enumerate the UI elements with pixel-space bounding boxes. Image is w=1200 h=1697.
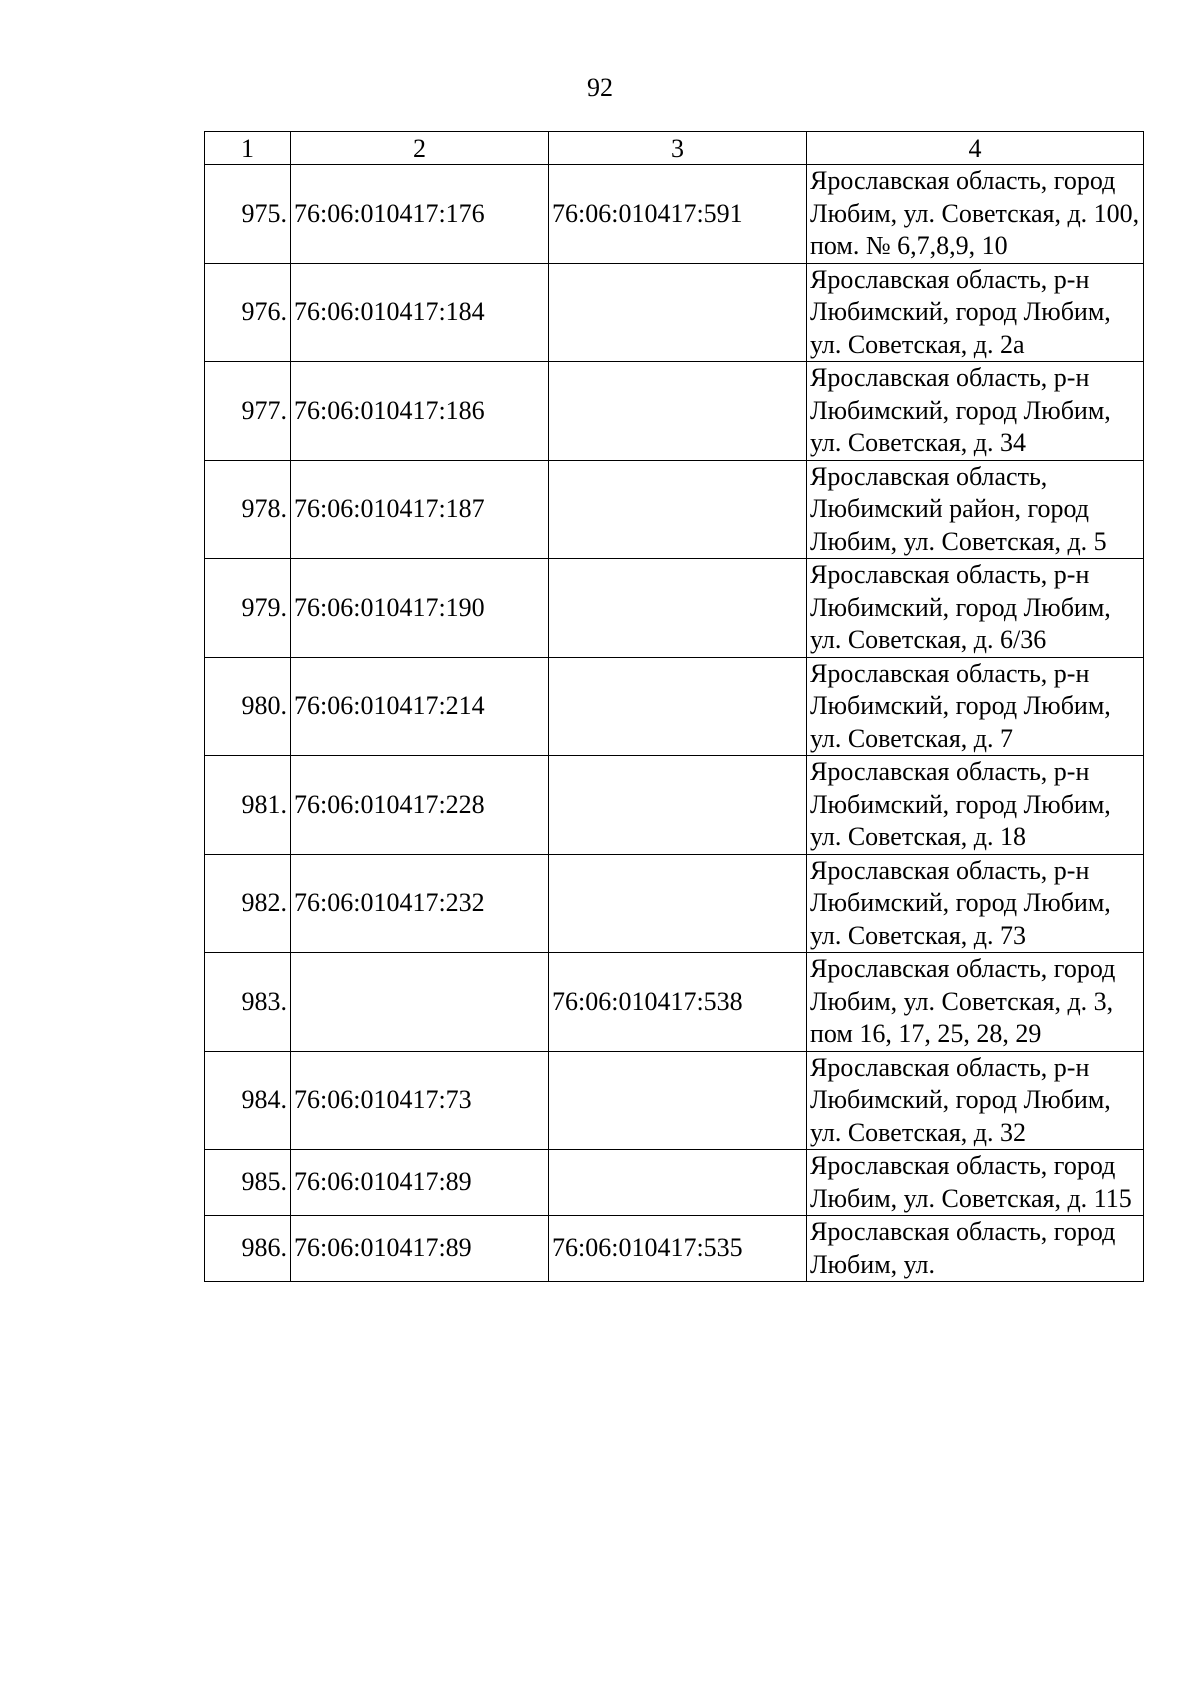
- table-row: [205, 657, 1144, 756]
- row-number-cell: 986.: [205, 1216, 291, 1282]
- table-row: [205, 854, 1144, 953]
- row-number-cell: 983.: [205, 953, 291, 1052]
- cadastral-number-cell: 76:06:010417:184: [291, 263, 549, 362]
- cadastral-table: [204, 131, 1144, 1282]
- table-row: [205, 1051, 1144, 1150]
- table-row: [205, 953, 1144, 1052]
- cadastral-number-cell: 76:06:010417:89: [291, 1216, 549, 1282]
- row-number-cell: 981.: [205, 756, 291, 855]
- row-number-cell: 984.: [205, 1051, 291, 1150]
- parent-cadastral-number-cell: [549, 756, 807, 855]
- table-row: [205, 460, 1144, 559]
- parent-cadastral-number-cell: 76:06:010417:535: [549, 1216, 807, 1282]
- row-number-cell: 975.: [205, 165, 291, 264]
- parent-cadastral-number-cell: [549, 559, 807, 658]
- row-number-cell: 977.: [205, 362, 291, 461]
- cadastral-number-cell: 76:06:010417:232: [291, 854, 549, 953]
- cadastral-number-cell: 76:06:010417:186: [291, 362, 549, 461]
- header-cell-1: 1: [205, 132, 291, 165]
- parent-cadastral-number-cell: [549, 854, 807, 953]
- parent-cadastral-number-cell: [549, 460, 807, 559]
- table-row: [205, 165, 1144, 264]
- row-number-cell: 982.: [205, 854, 291, 953]
- table-header-row: [205, 132, 1144, 165]
- address-cell: Ярославская область, город Любим, ул.: [807, 1216, 1144, 1282]
- parent-cadastral-number-cell: [549, 263, 807, 362]
- address-cell: Ярославская область, город Любим, ул. Советская, д. 3, пом 16, 17, 25, 28, 29: [807, 953, 1144, 1052]
- table-row: [205, 1150, 1144, 1216]
- address-cell: Ярославская область, р-н Любимский, город Любим, ул. Советская, д. 2а: [807, 263, 1144, 362]
- row-number-cell: 978.: [205, 460, 291, 559]
- row-number-cell: 980.: [205, 657, 291, 756]
- table-row: [205, 263, 1144, 362]
- table-row: [205, 1216, 1144, 1282]
- header-cell-2: 2: [291, 132, 549, 165]
- cadastral-number-cell: 76:06:010417:187: [291, 460, 549, 559]
- parent-cadastral-number-cell: [549, 1051, 807, 1150]
- address-cell: Ярославская область, Любимский район, город Любим, ул. Советская, д. 5: [807, 460, 1144, 559]
- row-number-cell: 979.: [205, 559, 291, 658]
- address-cell: Ярославская область, р-н Любимский, город Любим, ул. Советская, д. 32: [807, 1051, 1144, 1150]
- page-number: 92: [587, 73, 613, 102]
- cadastral-number-cell: 76:06:010417:73: [291, 1051, 549, 1150]
- address-cell: Ярославская область, город Любим, ул. Советская, д. 100, пом. № 6,7,8,9, 10: [807, 165, 1144, 264]
- table-row: [205, 559, 1144, 658]
- row-number-cell: 976.: [205, 263, 291, 362]
- parent-cadastral-number-cell: [549, 362, 807, 461]
- address-cell: Ярославская область, р-н Любимский, город Любим, ул. Советская, д. 18: [807, 756, 1144, 855]
- parent-cadastral-number-cell: [549, 657, 807, 756]
- cadastral-number-cell: 76:06:010417:176: [291, 165, 549, 264]
- address-cell: Ярославская область, город Любим, ул. Советская, д. 115: [807, 1150, 1144, 1216]
- cadastral-number-cell: 76:06:010417:89: [291, 1150, 549, 1216]
- cadastral-number-cell: 76:06:010417:214: [291, 657, 549, 756]
- address-cell: Ярославская область, р-н Любимский, город Любим, ул. Советская, д. 34: [807, 362, 1144, 461]
- table-row: [205, 756, 1144, 855]
- parent-cadastral-number-cell: 76:06:010417:591: [549, 165, 807, 264]
- cadastral-number-cell: 76:06:010417:190: [291, 559, 549, 658]
- header-cell-3: 3: [549, 132, 807, 165]
- cadastral-number-cell: [291, 953, 549, 1052]
- address-cell: Ярославская область, р-н Любимский, город Любим, ул. Советская, д. 7: [807, 657, 1144, 756]
- header-cell-4: 4: [807, 132, 1144, 165]
- table-row: [205, 362, 1144, 461]
- parent-cadastral-number-cell: 76:06:010417:538: [549, 953, 807, 1052]
- address-cell: Ярославская область, р-н Любимский, город Любим, ул. Советская, д. 6/36: [807, 559, 1144, 658]
- address-cell: Ярославская область, р-н Любимский, город Любим, ул. Советская, д. 73: [807, 854, 1144, 953]
- row-number-cell: 985.: [205, 1150, 291, 1216]
- cadastral-number-cell: 76:06:010417:228: [291, 756, 549, 855]
- parent-cadastral-number-cell: [549, 1150, 807, 1216]
